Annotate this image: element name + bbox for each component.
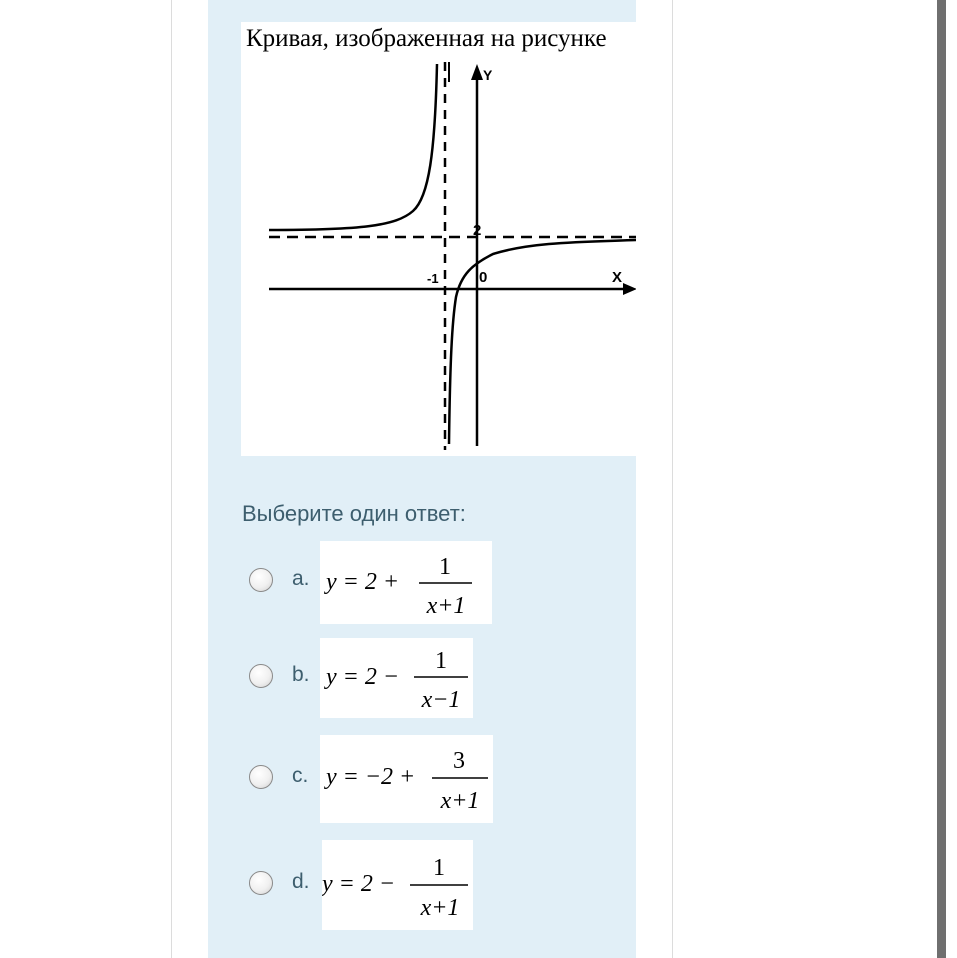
formula-b-lhs: y = 2 − bbox=[326, 664, 400, 690]
radio-option-a[interactable] bbox=[249, 568, 273, 592]
formula-image-c[interactable] bbox=[320, 735, 493, 823]
content-border-right bbox=[672, 0, 673, 958]
formula-image-a[interactable] bbox=[320, 541, 492, 624]
option-letter-b: b. bbox=[292, 663, 310, 686]
y-axis-label: Y bbox=[483, 67, 493, 83]
x-axis-arrow bbox=[623, 283, 636, 295]
formula-a-denominator: x+1 bbox=[426, 593, 466, 619]
formula-a-lhs: y = 2 + bbox=[326, 569, 400, 595]
option-letter-d: d. bbox=[292, 870, 310, 893]
formula-c-numerator: 3 bbox=[453, 748, 465, 774]
radio-option-b[interactable] bbox=[249, 664, 273, 688]
option-letter-a: a. bbox=[292, 567, 310, 590]
option-letter-c: c. bbox=[292, 764, 309, 787]
formula-image-b[interactable] bbox=[320, 638, 473, 718]
tick-label-2: 2 bbox=[473, 222, 482, 239]
question-figure bbox=[241, 22, 636, 456]
formula-d-denominator: x+1 bbox=[420, 895, 460, 921]
formula-image-d[interactable] bbox=[322, 840, 473, 930]
origin-label: 0 bbox=[479, 269, 488, 286]
hyperbola-graph bbox=[241, 22, 636, 456]
formula-c-denominator: x+1 bbox=[440, 788, 480, 814]
content-border-left bbox=[171, 0, 172, 958]
radio-option-c[interactable] bbox=[249, 765, 273, 789]
formula-a-numerator: 1 bbox=[439, 554, 451, 580]
radio-option-d[interactable] bbox=[249, 871, 273, 895]
formula-d-numerator: 1 bbox=[433, 855, 445, 881]
figure-caption: Кривая, изображенная на рисунке bbox=[246, 25, 607, 52]
answer-prompt: Выберите один ответ: bbox=[242, 501, 466, 526]
formula-b-numerator: 1 bbox=[435, 648, 447, 674]
tick-label-minus-1: -1 bbox=[427, 271, 439, 286]
curve-upper-left-branch bbox=[269, 64, 437, 230]
formula-d-lhs: y = 2 − bbox=[322, 871, 396, 897]
y-axis-arrow bbox=[471, 64, 483, 80]
scrollbar[interactable] bbox=[937, 0, 946, 958]
formula-b-denominator: x−1 bbox=[421, 687, 461, 713]
x-axis-label: X bbox=[612, 269, 623, 286]
formula-c-lhs: y = −2 + bbox=[326, 764, 416, 790]
